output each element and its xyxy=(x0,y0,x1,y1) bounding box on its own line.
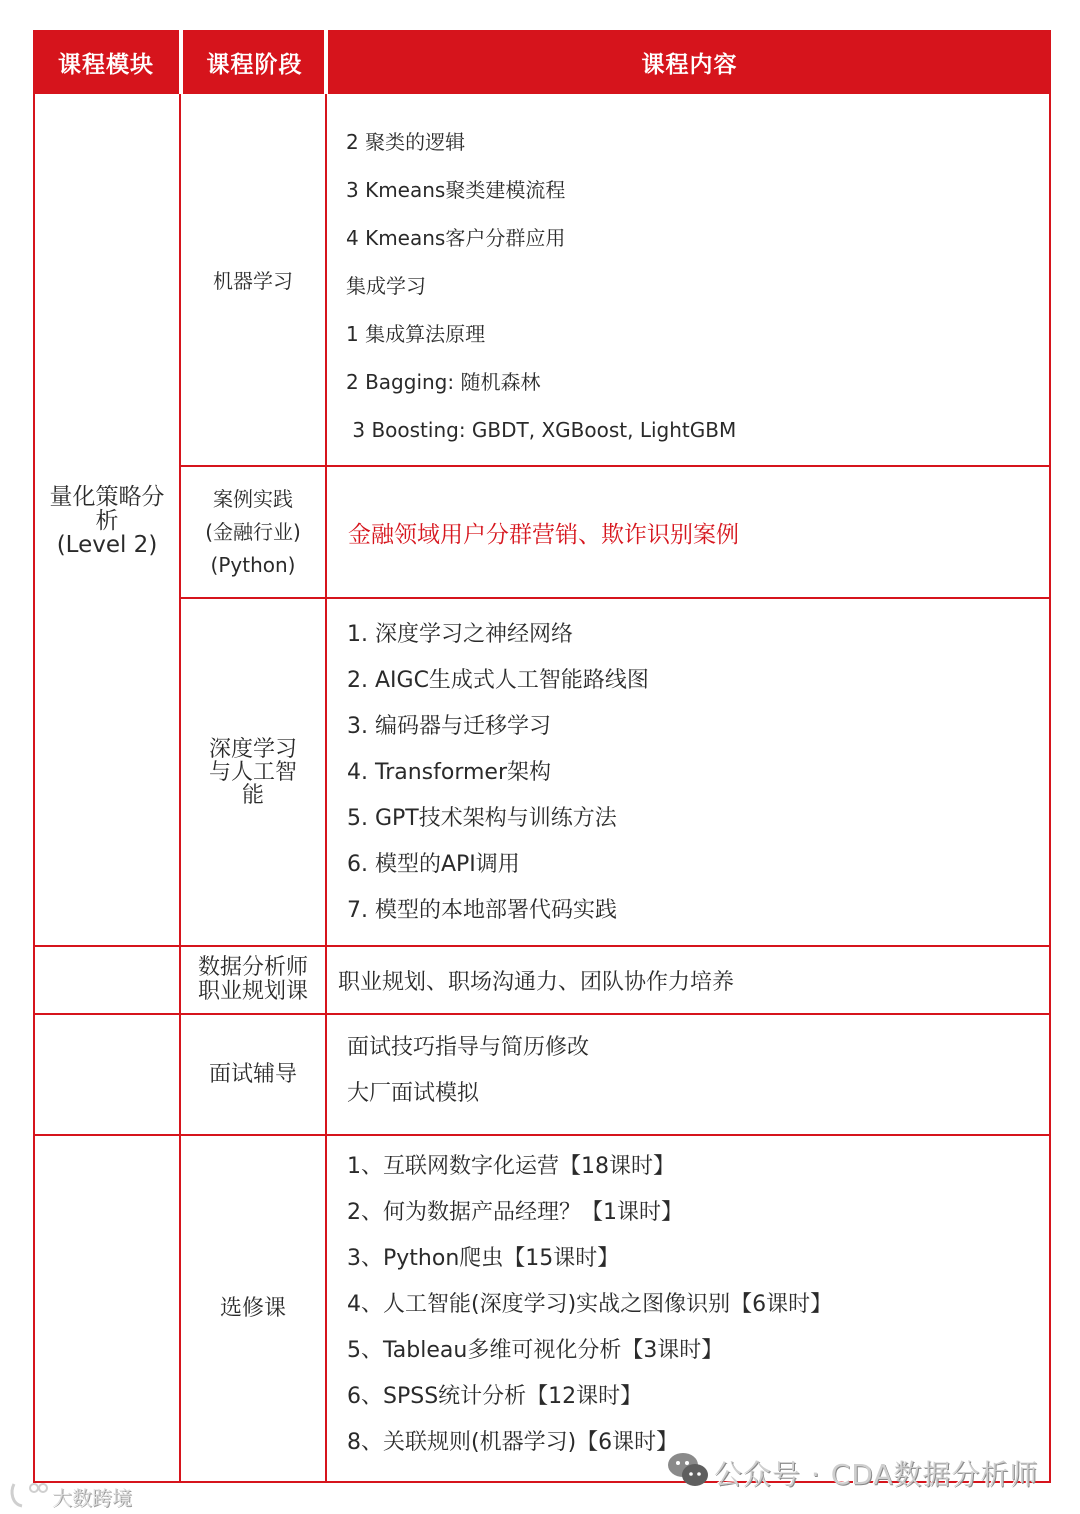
stage-label: 选修课 xyxy=(219,1295,286,1321)
stage-cell-electives xyxy=(181,1136,325,1481)
content-item: 4. Transformer架构 xyxy=(347,760,551,785)
module-cell-quant-strategy xyxy=(35,96,179,945)
stage-cell-case-practice xyxy=(181,467,325,597)
content-cell-case-practice xyxy=(348,467,739,597)
stage-label-line2: 与人工智 xyxy=(208,759,297,785)
module-label-line2: 析 xyxy=(95,507,119,534)
content-item: 2 Bagging: 随机森林 xyxy=(346,370,541,394)
header-course-content: 课程内容 xyxy=(641,51,738,78)
wechat-icon xyxy=(666,1450,712,1490)
content-cell-interview-coaching xyxy=(347,1025,589,1117)
stage-label-line3: 能 xyxy=(241,782,264,808)
stage-label-line3: (Python) xyxy=(210,552,296,577)
content-item: 7. 模型的本地部署代码实践 xyxy=(347,898,617,923)
stage-cell-machine-learning xyxy=(181,96,325,465)
stage-label-line1: 数据分析师 xyxy=(197,955,308,980)
content-item: 3. 编码器与迁移学习 xyxy=(347,714,551,739)
corner-watermark: 大数跨境 xyxy=(52,1486,132,1510)
case-study-highlight: 金融领域用户分群营销、欺诈识别案例 xyxy=(348,521,739,548)
content-cell-career-planning xyxy=(338,947,734,1013)
stage-label-line1: 案例实践 xyxy=(213,486,293,511)
table-border-right xyxy=(1049,94,1051,1482)
content-item: 1、互联网数字化运营【18课时】 xyxy=(347,1154,675,1179)
header-course-module: 课程模块 xyxy=(58,51,154,78)
table-header xyxy=(33,30,1051,94)
wechat-account-watermark: 公众号 · CDA数据分析师 xyxy=(714,1458,1039,1491)
stage-label-line2: 职业规划课 xyxy=(197,979,308,1004)
content-item: 2 聚类的逻辑 xyxy=(346,130,466,154)
module-label-line1: 量化策略分 xyxy=(49,483,165,510)
content-item: 3、Python爬虫【15课时】 xyxy=(347,1246,620,1271)
content-item: 8、关联规则(机器学习)【6课时】 xyxy=(347,1430,679,1455)
content-item: 3 Kmeans聚类建模流程 xyxy=(346,178,566,202)
stage-label: 面试辅导 xyxy=(208,1061,297,1087)
content-item: 6、SPSS统计分析【12课时】 xyxy=(347,1384,643,1409)
brand-logo-icon xyxy=(8,1480,50,1510)
content-item: 1. 深度学习之神经网络 xyxy=(347,622,573,647)
content-item: 1 集成算法原理 xyxy=(346,322,486,346)
content-item: 6. 模型的API调用 xyxy=(347,852,520,877)
content-item: 2、何为数据产品经理？【1课时】 xyxy=(347,1200,683,1225)
content-item: 5、Tableau多维可视化分析【3课时】 xyxy=(347,1338,724,1363)
stage-label-line1: 深度学习 xyxy=(208,736,297,762)
header-course-stage: 课程阶段 xyxy=(206,51,303,78)
stage-cell-career-planning xyxy=(181,947,325,1013)
content-item: 面试技巧指导与简历修改 xyxy=(347,1035,590,1060)
column-divider xyxy=(325,94,327,1482)
content-item: 大厂面试模拟 xyxy=(347,1081,480,1106)
content-cell-machine-learning xyxy=(346,118,736,454)
stage-cell-interview-coaching xyxy=(181,1015,325,1134)
stage-label-line2: (金融行业) xyxy=(205,519,301,544)
content-item: 职业规划、职场沟通力、团队协作力培养 xyxy=(338,969,735,995)
content-item: 2. AIGC生成式人工智能路线图 xyxy=(347,668,649,693)
stage-label: 机器学习 xyxy=(213,268,293,293)
module-label-line3: (Level 2) xyxy=(56,531,158,558)
content-cell-electives xyxy=(347,1144,832,1466)
content-item: 5. GPT技术架构与训练方法 xyxy=(347,806,617,831)
content-cell-deep-learning xyxy=(347,612,649,934)
stage-cell-deep-learning xyxy=(181,599,325,945)
content-item: 4、人工智能(深度学习)实战之图像识别【6课时】 xyxy=(347,1292,833,1317)
content-item: 4 Kmeans客户分群应用 xyxy=(346,226,566,250)
content-item: 3 Boosting: GBDT, XGBoost, LightGBM xyxy=(346,418,737,442)
content-item: 集成学习 xyxy=(346,274,426,298)
